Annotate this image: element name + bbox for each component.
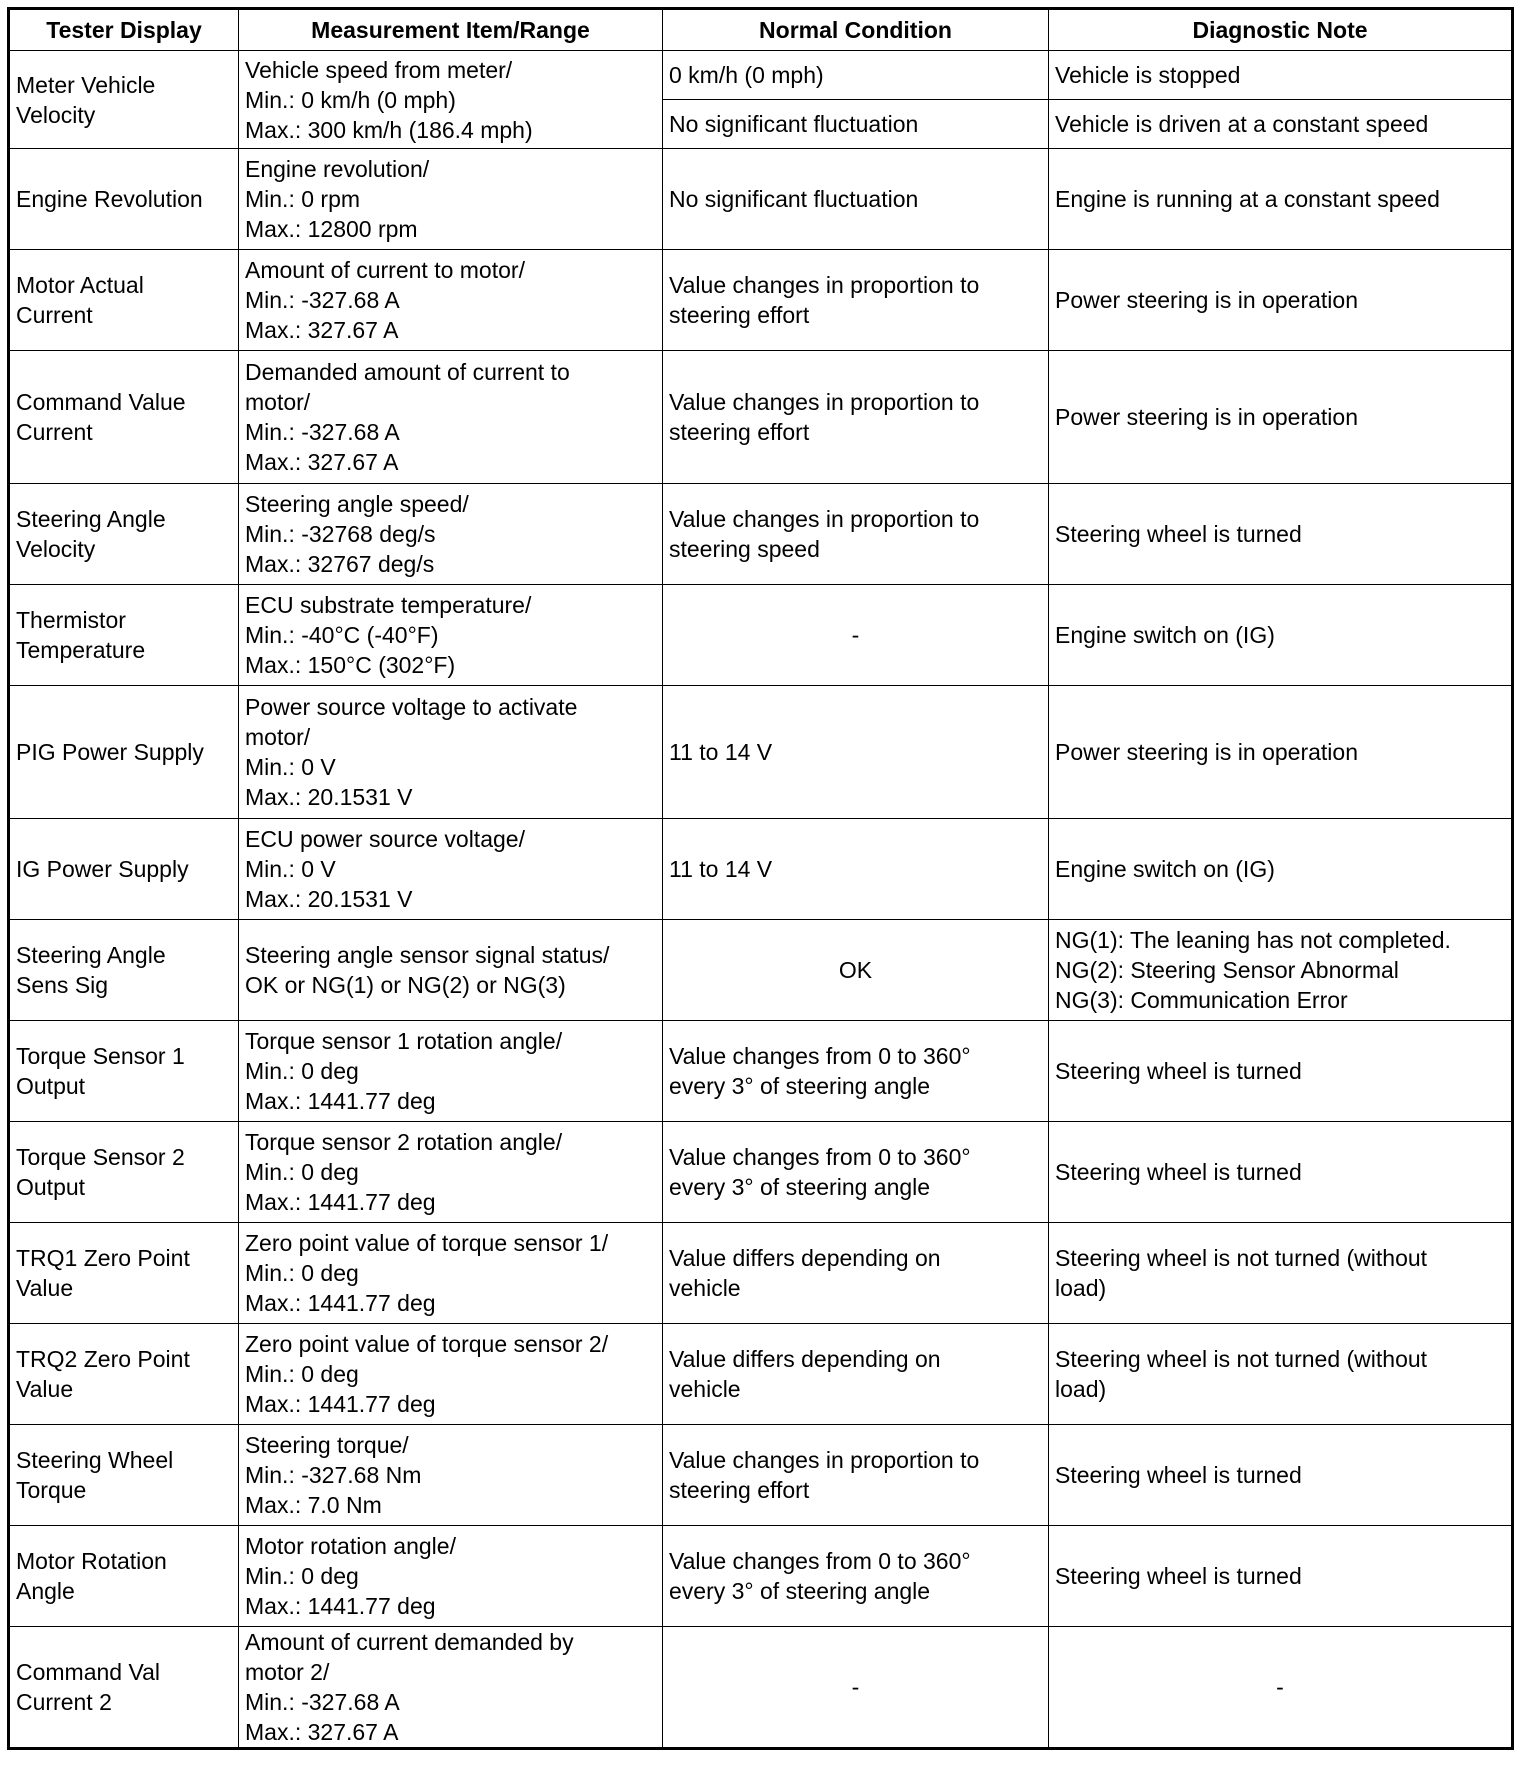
diagnostic-note-cell [1049,920,1513,1021]
table-row [9,149,1513,250]
cell-line: Power source voltage to activate [245,694,578,720]
cell-line: Min.: -327.68 A [245,419,400,445]
tester-display-cell [9,351,239,484]
cell-line: Min.: 0 deg [245,1563,359,1589]
cell-line: Vehicle is stopped [1055,62,1241,88]
tester-display-cell [9,250,239,351]
normal-condition-cell [663,1526,1049,1627]
cell-line: Vehicle speed from meter/ [245,56,513,83]
tester-display-cell [9,1223,239,1324]
table-row [9,1122,1513,1223]
normal-condition-cell [663,819,1049,920]
cell-line: steering effort [669,419,810,445]
data-list-table [7,7,1514,1750]
diagnostic-note-cell [1049,351,1513,484]
cell-line: Demanded amount of current to [245,359,570,385]
cell-line: Max.: 300 km/h (186.4 mph) [245,116,533,143]
cell-line: Steering Angle [16,942,166,968]
tester-display-cell [9,1425,239,1526]
table-row [9,686,1513,819]
cell-line: No significant fluctuation [669,186,919,212]
cell-line: Velocity [16,101,96,128]
diagnostic-note-cell [1049,1021,1513,1122]
cell-line: Vehicle is driven at a constant speed [1055,111,1429,137]
cell-line: Max.: 1441.77 deg [245,1391,436,1417]
diagnostic-note-cell [1049,149,1513,250]
cell-line: Velocity [16,536,96,562]
cell-line: Value changes from 0 to 360° [669,1043,971,1069]
header-normal-condition: Normal Condition [663,9,1049,51]
cell-line: Value changes from 0 to 360° [669,1548,971,1574]
cell-line: Min.: -40°C (-40°F) [245,622,439,648]
table-row [9,1526,1513,1627]
table-row [9,250,1513,351]
tester-display-cell [9,1627,239,1749]
cell-line: Power steering is in operation [1055,739,1358,765]
cell-line: Steering torque/ [245,1432,409,1458]
cell-line: NG(3): Communication Error [1055,987,1348,1013]
cell-line: Engine revolution/ [245,156,430,182]
cell-line: Min.: 0 km/h (0 mph) [245,86,456,113]
cell-line: Steering wheel is turned [1055,1563,1302,1589]
cell-line: Motor rotation angle/ [245,1533,456,1559]
diagnostic-note-cell [1049,51,1513,100]
cell-line: Max.: 12800 rpm [245,216,418,242]
normal-condition-cell [663,351,1049,484]
cell-line: Max.: 1441.77 deg [245,1593,436,1619]
normal-condition-cell [663,51,1049,100]
cell-line: Min.: 0 deg [245,1159,359,1185]
cell-line: Max.: 327.67 A [245,449,399,475]
cell-line: Value [16,1376,74,1402]
cell-line: vehicle [669,1275,741,1301]
cell-line: load) [1055,1376,1107,1402]
cell-line: Command Value [16,389,186,415]
diagnostic-note-cell [1049,585,1513,686]
cell-line: Steering Wheel [16,1447,174,1473]
cell-line: Min.: -327.68 A [245,1689,400,1715]
header-measurement-item: Measurement Item/Range [239,9,663,51]
table-row [9,484,1513,585]
cell-line: Steering wheel is not turned (without [1055,1346,1428,1372]
normal-condition-cell [663,1122,1049,1223]
cell-line: Motor Actual [16,272,144,298]
cell-line: Steering Angle [16,506,166,532]
measurement-cell [239,686,663,819]
cell-line: NG(2): Steering Sensor Abnormal [1055,957,1399,983]
diagnostic-note-cell [1049,1324,1513,1425]
cell-line: Value changes in proportion to [669,272,980,298]
cell-line: Meter Vehicle [16,71,156,98]
cell-line: Min.: 0 deg [245,1058,359,1084]
cell-line: motor/ [245,389,311,415]
cell-line: Max.: 1441.77 deg [245,1088,436,1114]
cell-line: Engine is running at a constant speed [1055,186,1440,212]
cell-line: Min.: 0 rpm [245,186,361,212]
diagnostic-note-cell [1049,1425,1513,1526]
table-row [9,1021,1513,1122]
cell-line: NG(1): The leaning has not completed. [1055,927,1451,953]
measurement-cell [239,484,663,585]
normal-condition-cell [663,686,1049,819]
cell-line: Max.: 150°C (302°F) [245,652,456,678]
cell-line: Steering wheel is turned [1055,521,1302,547]
cell-line: steering effort [669,1477,810,1503]
cell-line: Torque sensor 1 rotation angle/ [245,1028,563,1054]
cell-line: Torque Sensor 2 [16,1144,185,1170]
cell-line: - [851,622,860,648]
normal-condition-cell [663,250,1049,351]
cell-line: PIG Power Supply [16,739,204,765]
tester-display-cell [9,1021,239,1122]
cell-line: 0 km/h (0 mph) [669,62,824,88]
table-row [9,351,1513,484]
cell-line: Steering angle speed/ [245,491,469,517]
cell-line: IG Power Supply [16,856,189,882]
cell-line: 11 to 14 V [669,739,773,765]
cell-line: motor/ [245,724,311,750]
cell-line: Amount of current demanded by [245,1629,574,1655]
cell-line: TRQ2 Zero Point [16,1346,190,1372]
tester-display-cell [9,686,239,819]
cell-line: Value changes in proportion to [669,506,980,532]
tester-display-cell [9,149,239,250]
normal-condition-cell [663,484,1049,585]
cell-line: Engine Revolution [16,186,203,212]
table-row [9,819,1513,920]
tester-display-cell [9,920,239,1021]
cell-line: Min.: 0 deg [245,1260,359,1286]
table-row [9,1324,1513,1425]
measurement-cell [239,250,663,351]
cell-line: Torque [16,1477,87,1503]
cell-line: Value changes in proportion to [669,389,980,415]
cell-line: Max.: 327.67 A [245,1719,399,1745]
table-row [9,920,1513,1021]
cell-line: Value [16,1275,74,1301]
normal-condition-cell [663,1324,1049,1425]
cell-line: Min.: 0 V [245,754,336,780]
cell-line: Power steering is in operation [1055,287,1358,313]
tester-display-cell [9,484,239,585]
cell-line: - [1276,1674,1284,1700]
cell-line: Steering wheel is turned [1055,1058,1302,1084]
cell-line: OK or NG(1) or NG(2) or NG(3) [245,972,566,998]
measurement-cell [239,585,663,686]
cell-line: Steering wheel is turned [1055,1462,1302,1488]
cell-line: Min.: 0 V [245,856,336,882]
diagnostic-note-cell [1049,819,1513,920]
tester-display-cell [9,585,239,686]
cell-line: load) [1055,1275,1107,1301]
cell-line: Power steering is in operation [1055,404,1358,430]
cell-line: Current [16,419,93,445]
cell-line: Temperature [16,637,146,663]
table-row [9,1223,1513,1324]
cell-line: Torque Sensor 1 [16,1043,185,1069]
cell-line: Motor Rotation [16,1548,167,1574]
normal-condition-cell [663,585,1049,686]
tester-display-cell [9,1324,239,1425]
cell-line: Zero point value of torque sensor 1/ [245,1230,609,1256]
cell-line: Min.: -32768 deg/s [245,521,436,547]
cell-line: Max.: 327.67 A [245,317,399,343]
data-list-sheet [7,7,1511,1750]
cell-line: ECU substrate temperature/ [245,592,532,618]
cell-line: Zero point value of torque sensor 2/ [245,1331,609,1357]
table-row [9,585,1513,686]
measurement-cell [239,1324,663,1425]
measurement-cell [239,1627,663,1749]
diagnostic-note-cell [1049,686,1513,819]
cell-line: Value changes in proportion to [669,1447,980,1473]
measurement-cell [239,1021,663,1122]
diagnostic-note-cell [1049,100,1513,149]
cell-line: Value changes from 0 to 360° [669,1144,971,1170]
cell-line: 11 to 14 V [669,856,773,882]
cell-line: Max.: 1441.77 deg [245,1189,436,1215]
cell-line: Engine switch on (IG) [1055,856,1275,882]
measurement-cell [239,819,663,920]
cell-line: Sens Sig [16,972,109,998]
measurement-cell [239,149,663,250]
cell-line: Value differs depending on [669,1346,941,1372]
diagnostic-note-cell [1049,484,1513,585]
normal-condition-cell [663,1425,1049,1526]
cell-line: Current 2 [16,1689,112,1715]
cell-line: Min.: -327.68 Nm [245,1462,422,1488]
cell-line: every 3° of steering angle [669,1073,931,1099]
diagnostic-note-cell [1049,1223,1513,1324]
measurement-cell [239,351,663,484]
cell-line: every 3° of steering angle [669,1174,931,1200]
cell-line: ECU power source voltage/ [245,826,525,852]
cell-line: Engine switch on (IG) [1055,622,1275,648]
header-row [9,9,1513,51]
cell-line: Steering wheel is turned [1055,1159,1302,1185]
normal-condition-cell [663,1021,1049,1122]
cell-line: Thermistor [16,607,126,633]
cell-line: - [851,1674,860,1700]
cell-line: Max.: 32767 deg/s [245,551,435,577]
cell-line: TRQ1 Zero Point [16,1245,190,1271]
cell-line: Steering wheel is not turned (without [1055,1245,1428,1271]
tester-display-cell [9,819,239,920]
diagnostic-note-cell [1049,1627,1513,1749]
cell-line: Output [16,1073,86,1099]
cell-line: No significant fluctuation [669,111,919,137]
diagnostic-note-cell [1049,250,1513,351]
measurement-cell [239,1223,663,1324]
cell-line: Amount of current to motor/ [245,257,525,283]
cell-line: Max.: 7.0 Nm [245,1492,382,1518]
normal-condition-cell [663,100,1049,149]
cell-line: Output [16,1174,86,1200]
normal-condition-cell [663,149,1049,250]
cell-line: OK [838,957,873,983]
measurement-cell [239,1526,663,1627]
normal-condition-cell [663,1223,1049,1324]
cell-line: Steering angle sensor signal status/ [245,942,610,968]
cell-line: Max.: 20.1531 V [245,784,413,810]
cell-line: Min.: 0 deg [245,1361,359,1387]
cell-line: steering speed [669,536,820,562]
cell-line: motor 2/ [245,1659,330,1685]
measurement-cell [239,51,663,149]
tester-display-cell [9,1122,239,1223]
tester-display-cell [9,51,239,149]
normal-condition-cell [663,920,1049,1021]
cell-line: Max.: 1441.77 deg [245,1290,436,1316]
cell-line: Torque sensor 2 rotation angle/ [245,1129,563,1155]
header-diagnostic-note: Diagnostic Note [1049,9,1513,51]
measurement-cell [239,1425,663,1526]
table-row [9,51,1513,100]
measurement-cell [239,1122,663,1223]
cell-line: vehicle [669,1376,741,1402]
cell-line: Current [16,302,93,328]
tester-display-cell [9,1526,239,1627]
cell-line: steering effort [669,302,810,328]
cell-line: Angle [16,1578,75,1604]
cell-line: Min.: -327.68 A [245,287,400,313]
normal-condition-cell [663,1627,1049,1749]
header-tester-display: Tester Display [9,9,239,51]
cell-line: Value differs depending on [669,1245,941,1271]
cell-line: every 3° of steering angle [669,1578,931,1604]
table-row [9,1425,1513,1526]
table-row [9,1627,1513,1749]
diagnostic-note-cell [1049,1122,1513,1223]
measurement-cell [239,920,663,1021]
cell-line: Max.: 20.1531 V [245,886,413,912]
diagnostic-note-cell [1049,1526,1513,1627]
cell-line: Command Val [16,1659,161,1685]
